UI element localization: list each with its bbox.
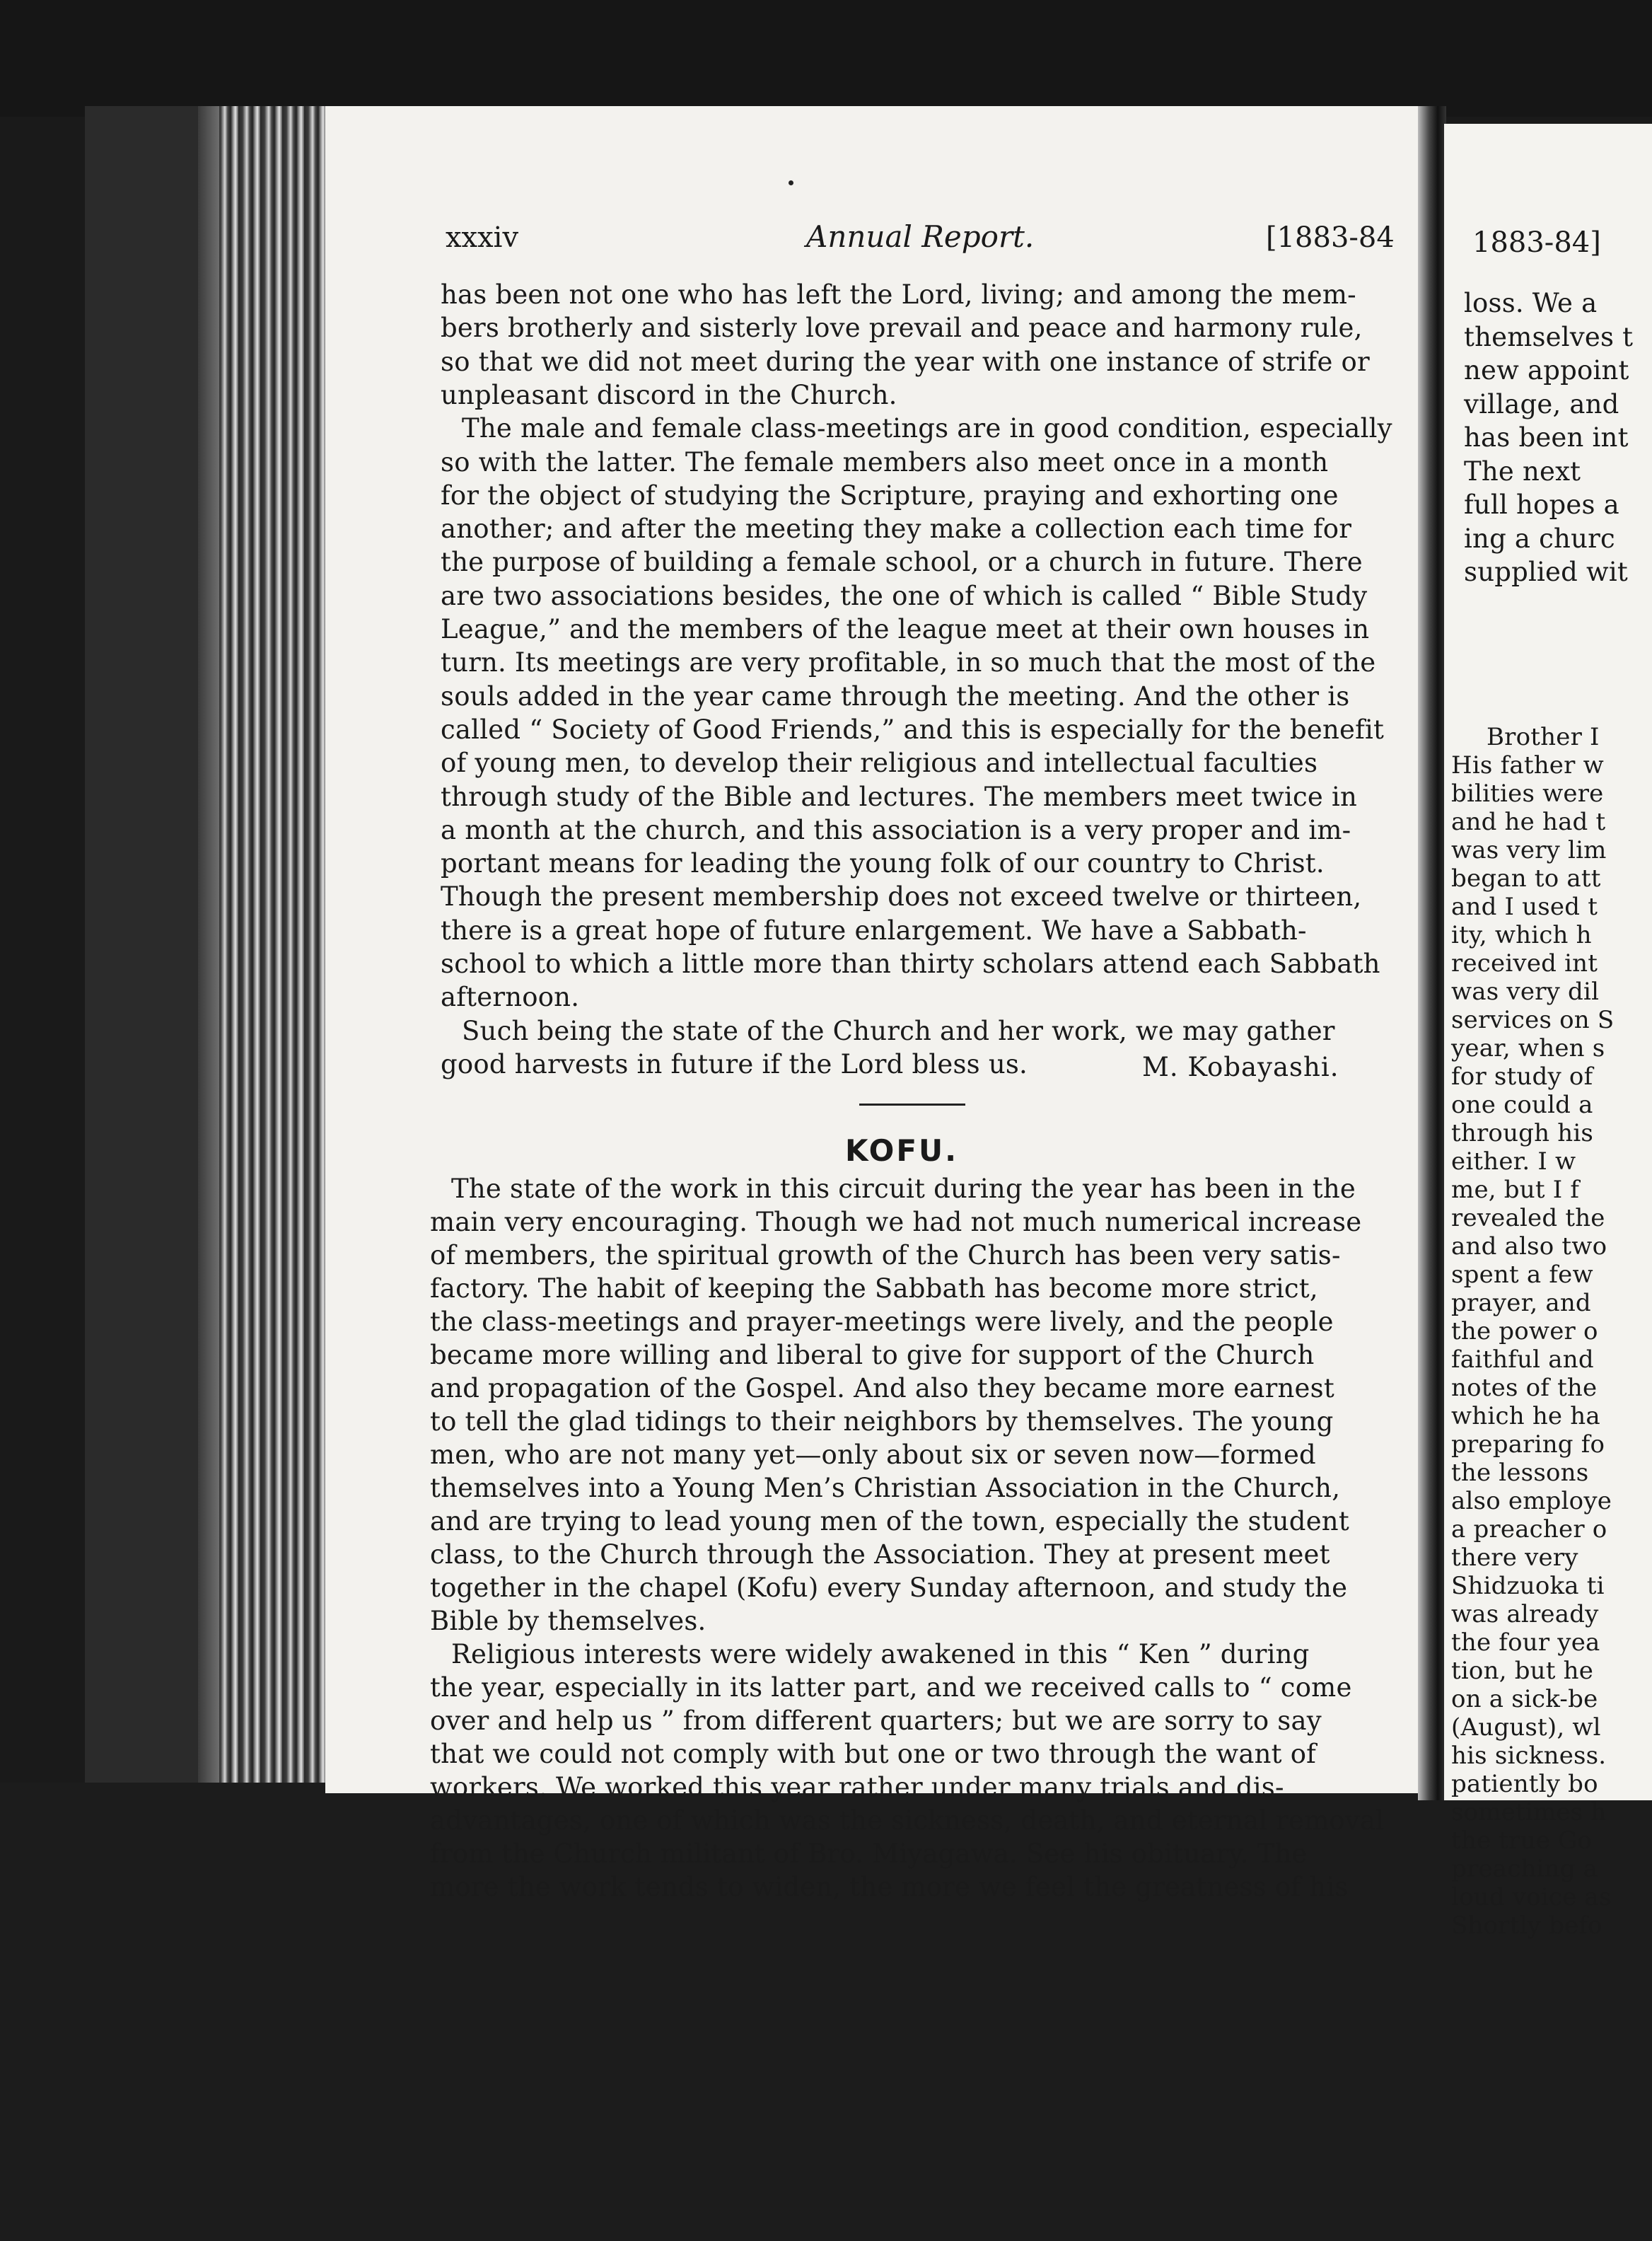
text-line: school to which a little more than thirty scholars attend each Sabbath [441,949,1380,979]
text-line: (August), wl [1451,1713,1601,1742]
text-line: turn. Its meetings are very profitable, in so much that the most of the [441,647,1376,678]
text-line: supplied wit [1464,557,1628,587]
text-line: year, when s [1451,1034,1605,1062]
text-line: faithful and [1451,1345,1594,1374]
text-line: men, who are not many yet—only about six or seven now—formed [430,1440,1316,1470]
text-line: called “ Society of Good Friends,” and this is especially for the benefit [441,714,1385,745]
text-line: loss. We a [1464,288,1598,318]
text-line: another; and after the meeting they make a collection each time for [441,514,1352,545]
ink-speck [789,180,793,185]
text-line: factory. The habit of keeping the Sabbath has become more strict, [430,1273,1318,1304]
text-line: of members, the spiritual growth of the Church has been very satis- [430,1240,1341,1270]
scan-border-top [0,0,1652,117]
right-page [1444,124,1652,1940]
text-line: Though the present membership does not exceed twelve or thirteen, [441,881,1362,913]
text-line: also employe [1451,1487,1612,1515]
text-line: and he had t [1451,808,1606,836]
text-line: received int [1451,949,1598,978]
text-line: for study of [1451,1062,1593,1091]
text-line: the lessons [1451,1459,1589,1487]
right-year-range: 1883-84] [1472,226,1601,259]
left-page [325,106,1429,1902]
text-line: are two associations besides, the one of which is called “ Bible Study [441,580,1368,611]
running-title: Annual Report. [806,219,1035,254]
text-line: over and help us ” from different quarters; but we are sorry to say [430,1706,1322,1736]
text-line: bilities were [1451,780,1604,808]
text-line: bers brotherly and sisterly love prevail and peace and harmony rule, [441,313,1363,344]
text-line: His father w [1451,751,1604,780]
text-line: the four yea [1451,1628,1600,1657]
text-line: class, to the Church through the Association. They at present meet [430,1539,1330,1570]
text-line: through his [1451,1119,1594,1147]
text-line: was already [1451,1600,1599,1628]
text-line: and also two [1451,1232,1607,1261]
text-line: the purpose of building a female school, or a church in future. There [441,547,1363,578]
text-line: that we could not comply with but one or two through the want of [430,1739,1317,1769]
text-line: portant means for leading the young folk of our country to Christ. [441,848,1325,879]
text-line: services on S [1451,1006,1615,1034]
text-line: themselves t [1464,321,1634,352]
book-cover-edge [85,106,219,1783]
text-line: a preacher o [1451,1515,1607,1544]
text-line: began to att [1451,864,1601,893]
text-line: together in the chapel (Kofu) every Sunday afternoon, and study the [430,1573,1348,1603]
text-line: sometimes h [1451,1798,1607,1826]
text-line: and propagation of the Gospel. And also they became more earnest [430,1373,1334,1403]
text-line: full hopes a [1464,490,1619,520]
text-line: advantages, one of which was the sickness, death, and eternal removal [430,1805,1385,1836]
text-line: there very [1451,1544,1578,1572]
text-line: and are trying to lead young men of the town, especially the student [430,1506,1349,1536]
text-line: notes of the [1451,1374,1598,1402]
year-range: [1883-84 [1266,221,1395,254]
text-line: became more willing and liberal to give for support of the Church [430,1340,1315,1370]
text-line: The next [1464,456,1581,487]
text-line: so that we did not meet during the year with one instance of strife or [441,346,1370,377]
text-line: workers. We worked this year rather under many trials and dis- [430,1772,1284,1802]
text-line: on a sick-be [1451,1685,1598,1713]
signature: M. Kobayashi. [1142,1052,1339,1082]
text-line: one could a [1451,1091,1593,1119]
text-line: and I used t [1451,893,1598,921]
text-line: spent a few [1451,1261,1593,1289]
text-line: unpleasant discord in the Church. [441,379,897,410]
text-line: so with the latter. The female members also meet once in a month [441,446,1329,477]
text-line: The male and female class-meetings are in good condition, especially [462,413,1392,444]
text-line: tion, but he [1451,1657,1594,1685]
text-line: new appoint [1464,355,1629,386]
section-title: KOFU. [845,1133,959,1168]
text-line: The state of the work in this circuit during the year has been in the [451,1174,1356,1204]
text-line: good harvests in future if the Lord bless us. [441,1048,1028,1079]
text-line: through study of the Bible and lectures. The members meet twice in [441,781,1358,812]
text-line: Religious interests were widely awakened in this “ Ken ” during [451,1639,1310,1669]
text-line: the true Go [1451,1826,1593,1855]
text-line: the year, especially in its latter part, and we received calls to “ come [430,1672,1352,1703]
text-line: loud voice as [1451,1883,1612,1911]
text-line: preparing fo [1451,1430,1605,1459]
text-line: patiently bo [1451,1770,1598,1798]
text-line: League,” and the members of the league meet at their own houses in [441,614,1370,644]
text-line: souls added in the year came through the meeting. And the other is [441,681,1350,712]
text-line: for the object of studying the Scripture, praying and exhorting one [441,480,1339,511]
text-line: has been int [1464,422,1629,453]
text-line: main very encouraging. Though we had not much numerical increase [430,1207,1362,1237]
text-line: to tell the glad tidings to their neighbors by themselves. The young [430,1406,1334,1437]
text-line: ity, which h [1451,921,1592,949]
text-line: prayer, and [1451,1289,1591,1317]
text-line: me, but I f [1451,1176,1580,1204]
text-line: revealed the [1451,1204,1605,1232]
text-line: ing a churc [1464,523,1615,554]
text-line: the power o [1451,1317,1598,1345]
page-gutter [1418,106,1446,1800]
section-divider [859,1104,965,1106]
text-line: there is a great hope of future enlargement. We have a Sabbath- [441,915,1307,946]
text-line: Such being the state of the Church and her work, we may gather [462,1015,1335,1046]
page-number: xxxiv [446,221,519,254]
text-line: was very lim [1451,836,1607,864]
text-line: themselves into a Young Men’s Christian Association in the Church, [430,1473,1341,1503]
text-line: village, and [1464,388,1619,419]
text-line: a month at the church, and this association is a very proper and im- [441,814,1351,845]
text-line: Shortly befo [1451,1911,1602,1940]
text-line: his sickness. [1451,1742,1607,1770]
text-line: Shidzuoka ti [1451,1572,1605,1600]
text-line: from the Church militant of Bro. Miyagawa. See his obituary. The [430,1838,1308,1869]
text-line: the class-meetings and prayer-meetings were lively, and the people [430,1307,1334,1337]
text-line: has been not one who has left the Lord, living; and among the mem- [441,279,1356,310]
text-line: Bible by themselves. [430,1606,706,1636]
text-line: which he ha [1451,1402,1600,1430]
text-line: was very dil [1451,978,1600,1006]
text-line: of young men, to develop their religious and intellectual faculties [441,748,1318,779]
text-line: more the work tends to widen, the more we feel the greatness of his [430,1872,1349,1902]
text-line: afternoon. [441,982,580,1013]
text-line: either. I w [1451,1147,1576,1176]
text-line: preaching a [1451,1855,1598,1883]
text-line: Brother I [1487,723,1600,751]
